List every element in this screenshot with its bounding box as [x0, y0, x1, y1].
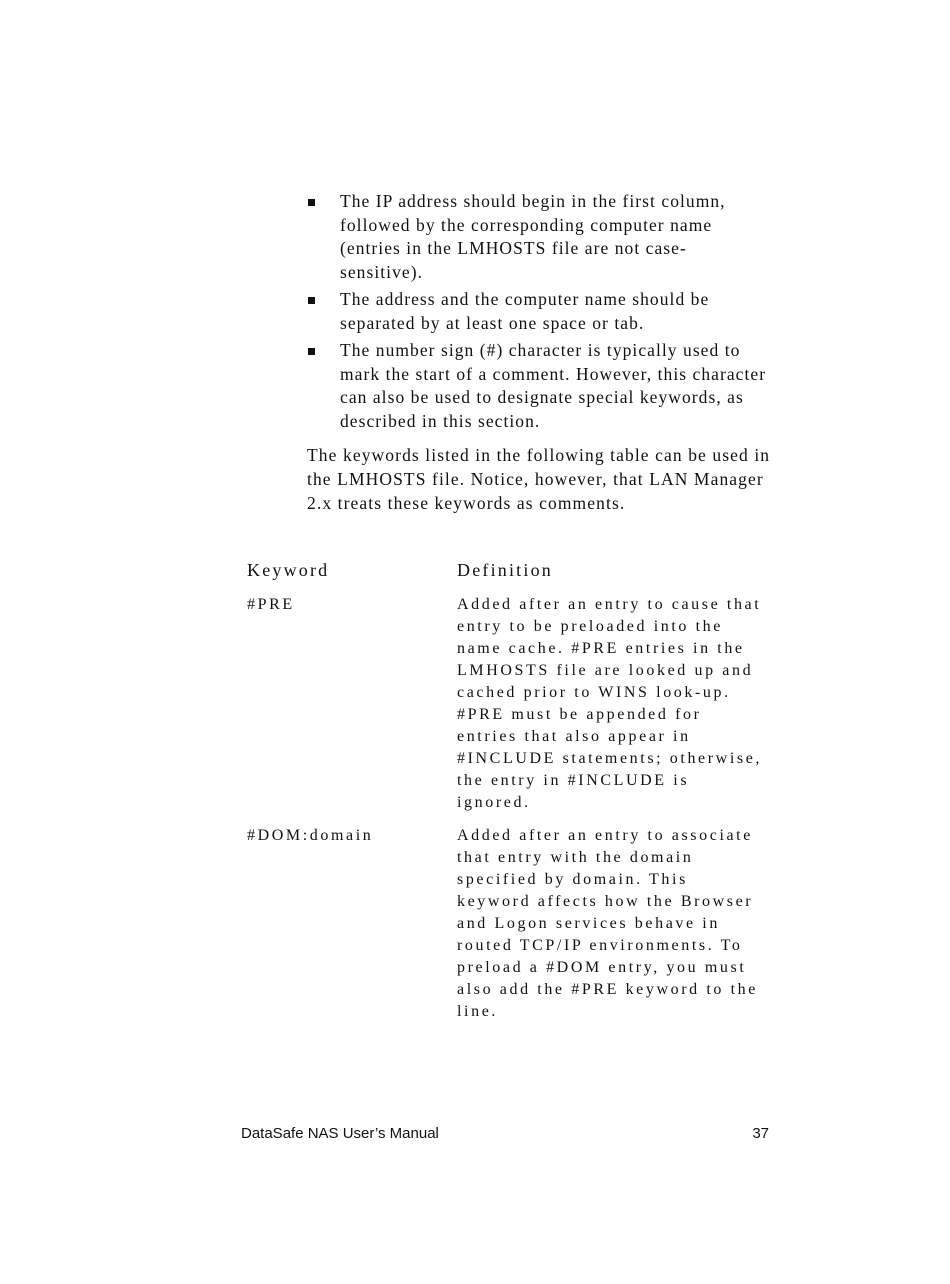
bullet-list [307, 190, 767, 437]
square-bullet-icon [308, 348, 315, 355]
table-row [247, 825, 777, 1023]
definition-cell: Added after an entry to associate that entry with the domain specified by domain. This keyword affects how the Browser and Logon services behave in routed TCP/IP environments. To preload a #DOM entry, you must also add the #PRE keyword to the line. [457, 827, 758, 1020]
bullet-item [307, 339, 767, 433]
page-number: 37 [752, 1125, 769, 1142]
header-definition: Definition [457, 560, 553, 580]
table-header [247, 557, 777, 583]
bullet-text: The address and the computer name should be separated by at least one space or tab. [340, 289, 710, 333]
square-bullet-icon [308, 297, 315, 304]
header-keyword: Keyword [247, 560, 330, 580]
page-footer [241, 1124, 769, 1144]
square-bullet-icon [308, 199, 315, 206]
bullet-text: The number sign (#) character is typically used to mark the start of a comment. However, this character can also be used to designate special keywords, as described in this section. [340, 340, 767, 431]
footer-title: DataSafe NAS User’s Manual [241, 1125, 439, 1142]
bullet-item [307, 288, 767, 335]
bullet-text: The IP address should begin in the first column, followed by the corresponding computer name (entries in the LMHOSTS file are not case-sensitive). [340, 191, 726, 282]
keyword-table [247, 557, 777, 1023]
intro-paragraph: The keywords listed in the following table can be used in the LMHOSTS file. Notice, however, that LAN Manager 2.x treats these keywords as comments. [307, 445, 771, 513]
definition-cell: Added after an entry to cause that entry to be preloaded into the name cache. #PRE entries in the LMHOSTS file are looked up and cached prior to WINS look-up. #PRE must be appended for entries that also appear in #INCLUDE statements; otherwise, the entry in #INCLUDE is ignored. [457, 596, 762, 811]
keyword-cell: #PRE [247, 596, 295, 613]
table-row [247, 594, 777, 814]
bullet-item [307, 190, 767, 284]
keyword-cell: #DOM:domain [247, 827, 374, 844]
